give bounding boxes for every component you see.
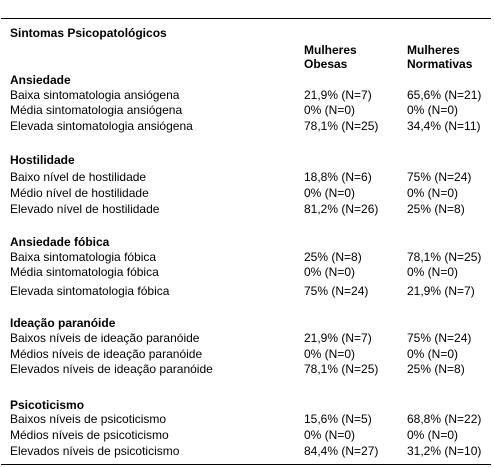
cell-obesas: 0% (N=0): [304, 103, 356, 117]
cell-normativas: 0% (N=0): [407, 103, 459, 117]
cell-obesas: 78,1% (N=25): [304, 362, 379, 376]
section-heading: Ansiedade: [10, 73, 71, 87]
row-label: Elevados níveis de ideação paranóide: [10, 362, 213, 376]
row-label: Média sintomatologia fóbica: [10, 265, 159, 279]
row-label: Média sintomatologia ansiógena: [10, 103, 183, 117]
col-normativas-header-line2: Normativas: [407, 57, 473, 71]
row-label: Elevado nível de hostilidade: [10, 202, 160, 216]
cell-normativas: 0% (N=0): [407, 186, 459, 200]
cell-obesas: 21,9% (N=7): [304, 331, 372, 345]
cell-obesas: 78,1% (N=25): [304, 119, 379, 133]
row-label: Médios níveis de ideação paranóide: [10, 347, 203, 361]
cell-obesas: 0% (N=0): [304, 428, 356, 442]
row-label: Elevada sintomatologia ansiógena: [10, 119, 193, 133]
row-label: Elevados níveis de psicoticismo: [10, 444, 180, 458]
cell-obesas: 84,4% (N=27): [304, 444, 379, 458]
cell-obesas: 0% (N=0): [304, 265, 356, 279]
cell-normativas: 31,2% (N=10): [407, 444, 482, 458]
cell-normativas: 75% (N=24): [407, 170, 472, 184]
cell-normativas: 34,4% (N=11): [407, 119, 481, 133]
col-obesas-header-line1: Mulheres: [304, 43, 357, 57]
row-label: Baixos níveis de ideação paranóide: [10, 331, 200, 345]
cell-obesas: 18,8% (N=6): [304, 170, 372, 184]
cell-normativas: 78,1% (N=25): [407, 250, 482, 264]
cell-normativas: 21,9% (N=7): [407, 284, 475, 298]
col-normativas-header-line1: Mulheres: [407, 43, 460, 57]
row-label: Baixa sintomatologia ansiógena: [10, 88, 180, 102]
cell-normativas: 25% (N=8): [407, 202, 465, 216]
cell-normativas: 65,6% (N=21): [407, 88, 482, 102]
row-label: Baixos níveis de psicoticismo: [10, 412, 167, 426]
cell-normativas: 0% (N=0): [407, 265, 459, 279]
cell-obesas: 15,6% (N=5): [304, 412, 372, 426]
section-heading: Ideação paranóide: [10, 316, 116, 330]
col-obesas-header-line2: Obesas: [304, 57, 348, 71]
row-label: Baixa sintomatologia fóbica: [10, 250, 157, 264]
cell-obesas: 81,2% (N=26): [304, 202, 379, 216]
cell-obesas: 0% (N=0): [304, 347, 356, 361]
cell-normativas: 0% (N=0): [407, 347, 459, 361]
cell-normativas: 75% (N=24): [407, 331, 472, 345]
section-heading: Psicoticismo: [10, 398, 85, 412]
row-label: Médio nível de hostilidade: [10, 186, 149, 200]
cell-normativas: 25% (N=8): [407, 362, 465, 376]
cell-obesas: 75% (N=24): [304, 284, 369, 298]
cell-obesas: 21,9% (N=7): [304, 88, 372, 102]
row-label: Médios níveis de psicoticismo: [10, 428, 169, 442]
cell-obesas: 0% (N=0): [304, 186, 356, 200]
row-label: Elevada sintomatologia fóbica: [10, 284, 170, 298]
cell-obesas: 25% (N=8): [304, 250, 362, 264]
section-heading: Hostilidade: [10, 153, 75, 167]
cell-normativas: 68,8% (N=22): [407, 412, 482, 426]
table-title: Sintomas Psicopatológicos: [10, 26, 167, 40]
cell-normativas: 0% (N=0): [407, 428, 459, 442]
section-heading: Ansiedade fóbica: [10, 235, 110, 249]
row-label: Baixo nível de hostilidade: [10, 170, 147, 184]
